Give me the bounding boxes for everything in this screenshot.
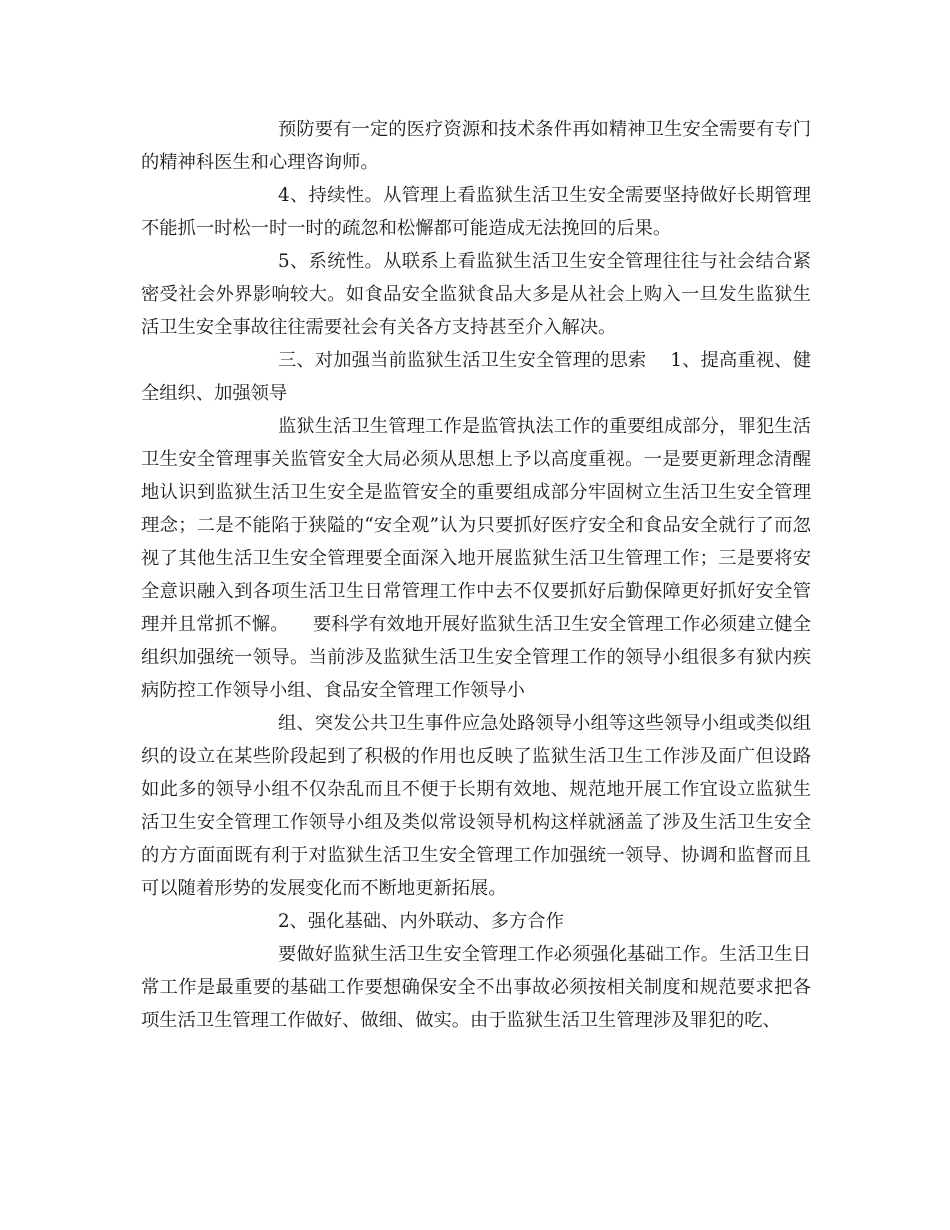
paragraph-text: 5、系统性。从联系上看监狱生活卫生安全管理往往与社会结合紧密受社会外界影响较大。如食品安全监狱食品大多是从社会上购入一旦发生监狱生活卫生安全事故往往需要社会有关各方支持甚至介入解决。 [141, 251, 811, 338]
paragraph-text: 监狱生活卫生管理工作是监管执法工作的重要组成部分，罪犯生活卫生安全管理事关监管安全大局必须从思想上予以高度重视。一是要更新理念清醒地认识到监狱生活卫生安全是监管安全的重要组成部分牢固树立生活卫生安全管理理念；二是不能陷于狭隘的“安全观”认为只要抓好医疗安全和食品安全就行了而忽视了其他生活卫生安全管理要全面深入地开展监狱生活卫生管理工作；三是要将安全意识融入到各项生活卫生日常管理工作中去不仅要抓好后勤保障更好抓好安全管理并且常抓不懈。 [141, 416, 811, 635]
section-heading-text: 三、对加强当前监狱生活卫生安全管理的思索 [278, 350, 647, 371]
paragraph-4 [141, 410, 811, 707]
paragraph-text: 要做好监狱生活卫生安全管理工作必须强化基础工作。生活卫生日常工作是最重要的基础工作要想确保安全不出事故必须按相关制度和规范要求把各项生活卫生管理工作做好、做细、做实。由于监狱生活卫生管理涉及罪犯的吃、 [141, 944, 811, 1031]
document-body [141, 113, 811, 1037]
subsection-heading-2 [141, 905, 811, 938]
subsection-heading-text: 2、强化基础、内外联动、多方合作 [278, 911, 564, 932]
paragraph-2 [141, 179, 811, 245]
paragraph-3 [141, 245, 811, 344]
paragraph-text: 4、持续性。从管理上看监狱生活卫生安全需要坚持做好长期管理不能抓一时松一时一时的疏忽和松懈都可能造成无法挽回的后果。 [141, 185, 811, 239]
paragraph-text: 组、突发公共卫生事件应急处路领导小组等这些领导小组或类似组织的设立在某些阶段起到了积极的作用也反映了监狱生活卫生工作涉及面广但设路如此多的领导小组不仅杂乱而且不便于长期有效地、规范地开展工作宜设立监狱生活卫生安全管理工作领导小组及类似常设领导机构这样就涵盖了涉及生活卫生安全的方方面面既有利于对监狱生活卫生安全管理工作加强统一领导、协调和监督而且可以随着形势的发展变化而不断地更新拓展。 [141, 713, 811, 899]
subsection-heading-text: 1、提高重视、健全组织、加强领导 [141, 350, 811, 404]
paragraph-6 [141, 938, 811, 1037]
paragraph-text: 预防要有一定的医疗资源和技术条件再如精神卫生安全需要有专门的精神科医生和心理咨询师。 [141, 119, 811, 173]
paragraph-text: 要科学有效地开展好监狱生活卫生安全管理工作必须建立健全组织加强统一领导。当前涉及监狱生活卫生安全管理工作的领导小组很多有狱内疾病防控工作领导小组、食品安全管理工作领导小 [141, 614, 812, 701]
section-heading [141, 344, 811, 410]
paragraph-5 [141, 707, 811, 905]
paragraph-1 [141, 113, 811, 179]
